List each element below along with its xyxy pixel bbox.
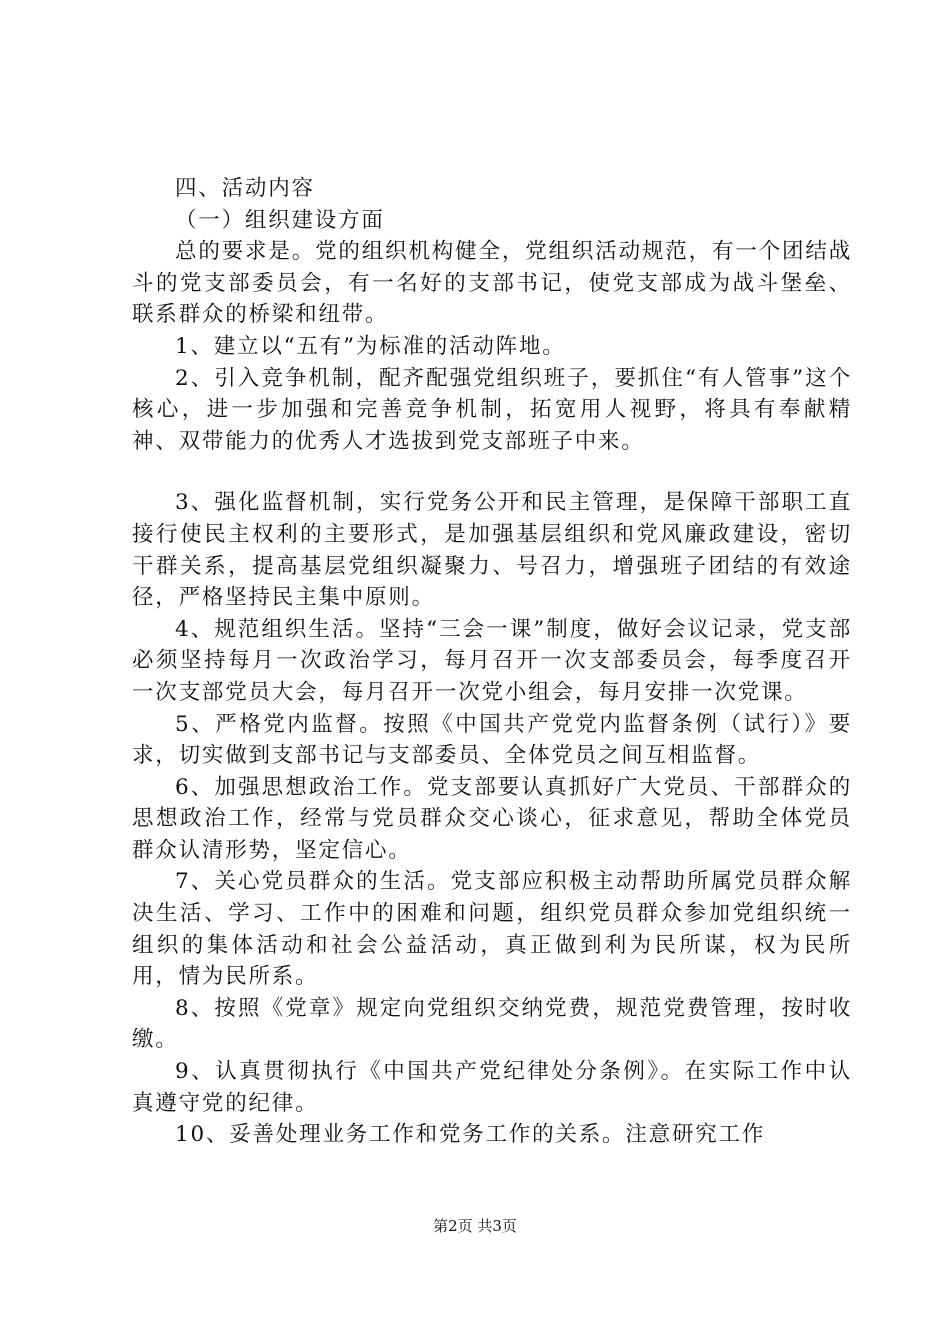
paragraph-item-2: 2、引入竞争机制，配齐配强党组织班子，要抓住“有人管事”这个核心，进一步加强和完善竞争机制，拓宽用人视野，将具有奉献精神、双带能力的优秀人才选拔到党支部班子中来。 (132, 365, 852, 454)
paragraph-item-8: 8、按照《党章》规定向党组织交纳党费，规范党费管理，按时收缴。 (132, 995, 852, 1053)
paragraph-item-4: 4、规范组织生活。坚持“三会一课”制度，做好会议记录，党支部必须坚持每月一次政治学习，每月召开一次支部委员会，每季度召开一次支部党员大会，每月召开一次党小组会，每月安排一次党课。 (132, 616, 852, 705)
paragraph-item-7: 7、关心党员群众的生活。党支部应积极主动帮助所属党员群众解决生活、学习、工作中的困难和问题，组织党员群众参加党组织统一组织的集体活动和社会公益活动，真正做到利为民所谋，权为民所用，情为民所系。 (132, 869, 852, 990)
document-body (132, 173, 852, 1151)
section-heading: 四、活动内容 (175, 176, 315, 201)
paragraph-item-9: 9、认真贯彻执行《中国共产党纪律处分条例》。在实际工作中认真遵守党的纪律。 (132, 1059, 852, 1116)
subsection-heading: （一）组织建设方面 (175, 207, 385, 233)
paragraph-item-10: 10、妥善处理业务工作和党务工作的关系。注意研究工作 (175, 1122, 766, 1148)
paragraph-item-3: 3、强化监督机制，实行党务公开和民主管理，是保障干部职工直接行使民主权利的主要形式，是加强基层组织和党风廉政建设，密切干群关系，提高基层党组织凝聚力、号召力，增强班子团结的有效途径，严格坚持民主集中原则。 (132, 490, 852, 611)
page-number-footer: 第2页 共3页 (433, 1217, 517, 1235)
paragraph-item-5: 5、严格党内监督。按照《中国共产党党内监督条例（试行）》要求，切实做到支部书记与支部委员、全体党员之间互相监督。 (132, 711, 852, 769)
paragraph-item-1: 1、建立以“五有”为标准的活动阵地。 (175, 333, 566, 359)
paragraph-item-6: 6、加强思想政治工作。党支部要认真抓好广大党员、干部群众的思想政治工作，经常与党员群众交心谈心，征求意见，帮助全体党员群众认清形势，坚定信心。 (132, 774, 852, 863)
paragraph-general-requirement: 总的要求是。党的组织机构健全，党组织活动规范，有一个团结战斗的党支部委员会，有一名好的支部书记，使党支部成为战斗堡垒、联系群众的桥梁和纽带。 (132, 239, 852, 328)
